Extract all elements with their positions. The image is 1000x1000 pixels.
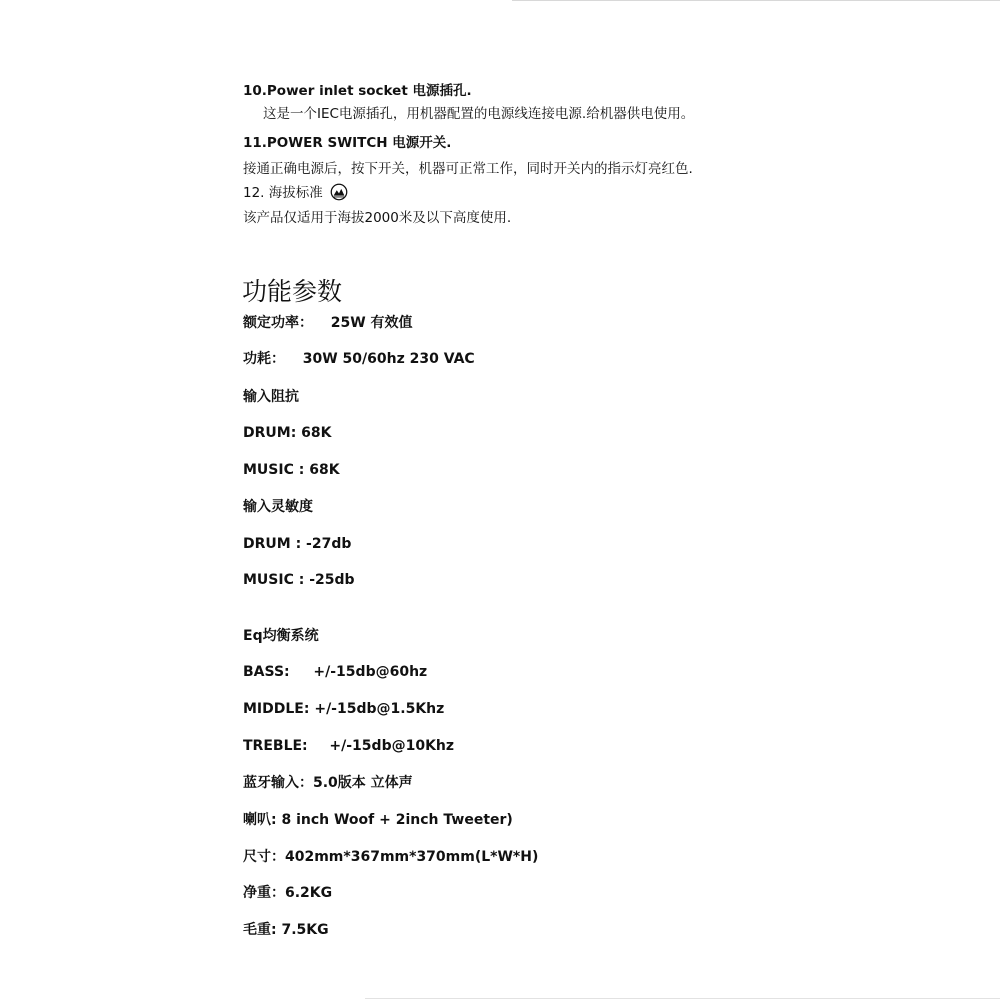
spec-consumption-value: 30W 50/60hz 230 VAC	[302, 351, 475, 367]
item10-description: 这是一个IEC电源插孔，用机器配置的电源线连接电源.给机器供电使用。	[263, 106, 695, 122]
spec-bluetooth: 蓝牙输入：5.0版本 立体声	[243, 775, 413, 791]
spec-eq-treble-value: +/-15db@10Khz	[329, 738, 455, 754]
spec-gross-weight: 毛重: 7.5KG	[243, 922, 329, 938]
spec-impedance-music: MUSIC : 68K	[243, 462, 340, 478]
top-divider	[512, 0, 1000, 1]
spec-eq-heading: Eq均衡系统	[243, 628, 319, 644]
spec-impedance-drum: DRUM: 68K	[243, 425, 332, 441]
spec-speaker: 喇叭: 8 inch Woof + 2inch Tweeter)	[243, 812, 513, 828]
spec-eq-middle: MIDDLE: +/-15db@1.5Khz	[243, 701, 445, 717]
spec-rated-power-value: 25W 有效值	[330, 315, 413, 331]
spec-dimensions: 尺寸：402mm*367mm*370mm(L*W*H)	[243, 849, 539, 865]
spec-consumption	[243, 350, 475, 368]
spec-impedance-heading: 输入阻抗	[243, 389, 299, 405]
spec-sensitivity-drum: DRUM : -27db	[243, 536, 352, 552]
spec-rated-power	[243, 314, 413, 332]
item11-title: 11.POWER SWITCH 电源开关.	[243, 135, 452, 151]
spec-sensitivity-heading: 输入灵敏度	[243, 499, 313, 515]
specs-section-title: 功能参数	[242, 277, 343, 306]
spec-eq-bass-label: BASS:	[243, 664, 290, 680]
spec-eq-bass	[243, 663, 427, 681]
spec-eq-bass-value: +/-15db@60hz	[313, 664, 428, 680]
item11-description: 接通正确电源后，按下开关，机器可正常工作，同时开关内的指示灯亮红色.	[243, 161, 693, 177]
altitude-mountain-icon	[330, 183, 348, 201]
spec-eq-treble	[243, 737, 454, 755]
item12-description: 该产品仅适用于海拔2000米及以下高度使用.	[243, 210, 512, 226]
spec-sensitivity-music: MUSIC : -25db	[243, 572, 355, 588]
spec-consumption-label: 功耗：	[243, 351, 285, 367]
item12-title: 12. 海拔标准	[243, 185, 323, 201]
spec-rated-power-label: 额定功率：	[243, 315, 313, 331]
item10-title: 10.Power inlet socket 电源插孔.	[243, 83, 472, 99]
spec-eq-treble-label: TREBLE:	[243, 738, 308, 754]
bottom-divider	[365, 998, 1000, 999]
item12-title-row	[243, 183, 348, 202]
spec-net-weight: 净重：6.2KG	[243, 885, 333, 901]
